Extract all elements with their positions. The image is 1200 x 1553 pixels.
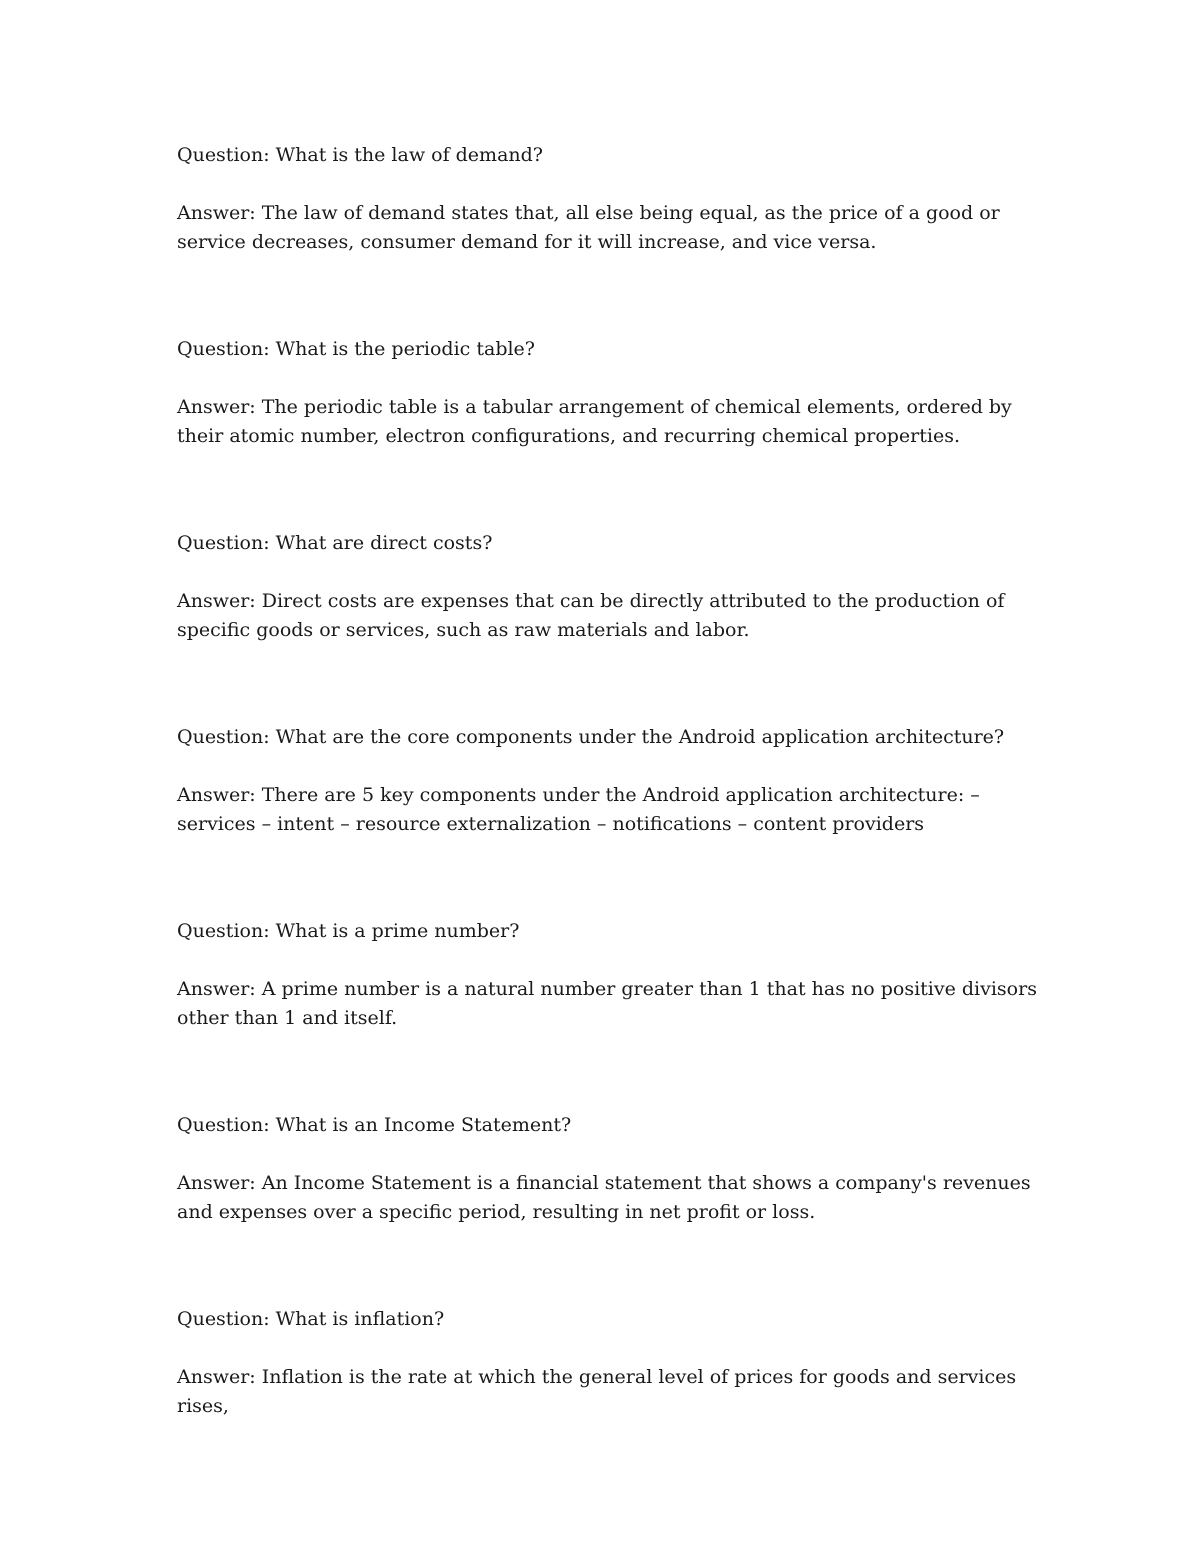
question-text: Question: What are the core components under the Android application architecture? [177, 726, 1005, 748]
answer-text: Answer: The law of demand states that, all else being equal, as the price of a good or service decreases, consumer demand for it will increase, and vice versa. [177, 202, 1000, 253]
qa-item [177, 335, 1037, 451]
qa-item [177, 141, 1037, 257]
qa-item [177, 917, 1037, 1033]
qa-item [177, 1305, 1037, 1421]
question-text: Question: What are direct costs? [177, 532, 493, 554]
answer-text: Answer: Direct costs are expenses that can be directly attributed to the production of specific goods or services, such as raw materials and labor. [177, 590, 1005, 641]
question-text: Question: What is the law of demand? [177, 144, 543, 166]
answer-text: Answer: The periodic table is a tabular arrangement of chemical elements, ordered by their atomic number, electron configurations, and recurring chemical properties. [177, 396, 1012, 447]
question-text: Question: What is a prime number? [177, 920, 520, 942]
answer-text: Answer: An Income Statement is a financial statement that shows a company's revenues and expenses over a specific period, resulting in net profit or loss. [177, 1172, 1031, 1223]
answer-text: Answer: Inflation is the rate at which the general level of prices for goods and services rises, [177, 1366, 1017, 1417]
answer-text: Answer: A prime number is a natural number greater than 1 that has no positive divisors other than 1 and itself. [177, 978, 1037, 1029]
question-text: Question: What is inflation? [177, 1308, 445, 1330]
document-body [177, 141, 1037, 1499]
qa-item [177, 1111, 1037, 1227]
qa-item [177, 723, 1037, 839]
question-text: Question: What is the periodic table? [177, 338, 535, 360]
qa-item [177, 529, 1037, 645]
question-text: Question: What is an Income Statement? [177, 1114, 572, 1136]
answer-text: Answer: There are 5 key components under the Android application architecture: – services – intent – resource externalization – notifications – content providers [177, 784, 980, 835]
